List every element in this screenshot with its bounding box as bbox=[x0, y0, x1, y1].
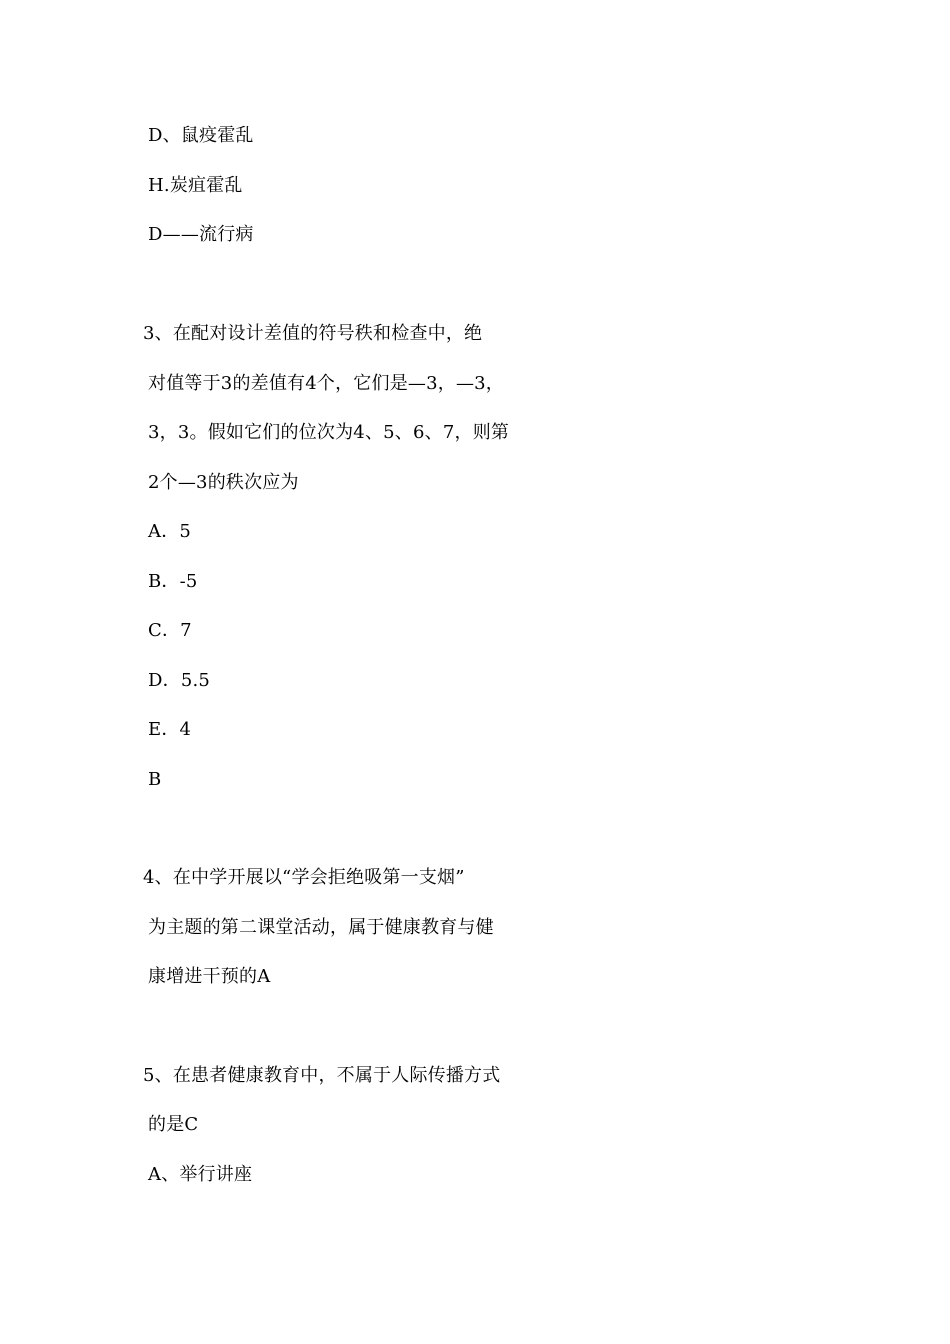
question-3-text: 2个—3的秩次应为 bbox=[148, 472, 299, 493]
question-3-text: 3，3。假如它们的位次为4、5、6、7，则第 bbox=[148, 422, 510, 443]
option-e: E．4 bbox=[148, 719, 192, 740]
question-4-text: 4、在中学开展以“学会拒绝吸第一支烟” bbox=[143, 867, 465, 888]
option-line: D、鼠疫霍乱 bbox=[148, 125, 254, 146]
answer-line: B bbox=[148, 769, 162, 790]
question-4-text: 康增进干预的A bbox=[148, 966, 271, 987]
option-d: D．5.5 bbox=[148, 670, 211, 691]
option-a: A、举行讲座 bbox=[148, 1164, 253, 1185]
question-3-text: 3、在配对设计差值的符号秩和检查中，绝 bbox=[143, 323, 483, 344]
question-5-text: 5、在患者健康教育中，不属于人际传播方式 bbox=[143, 1065, 501, 1086]
question-3-text: 对值等于3的差值有4个，它们是—3，—3， bbox=[148, 373, 505, 394]
option-line: H.炭疽霍乱 bbox=[148, 175, 243, 196]
option-a: A．5 bbox=[148, 521, 192, 542]
answer-line: D——流行病 bbox=[148, 224, 254, 245]
option-c: C．7 bbox=[148, 620, 192, 641]
option-b: B．-5 bbox=[148, 571, 198, 592]
question-5-text: 的是C bbox=[148, 1114, 199, 1135]
question-4-text: 为主题的第二课堂活动，属于健康教育与健 bbox=[148, 917, 494, 938]
